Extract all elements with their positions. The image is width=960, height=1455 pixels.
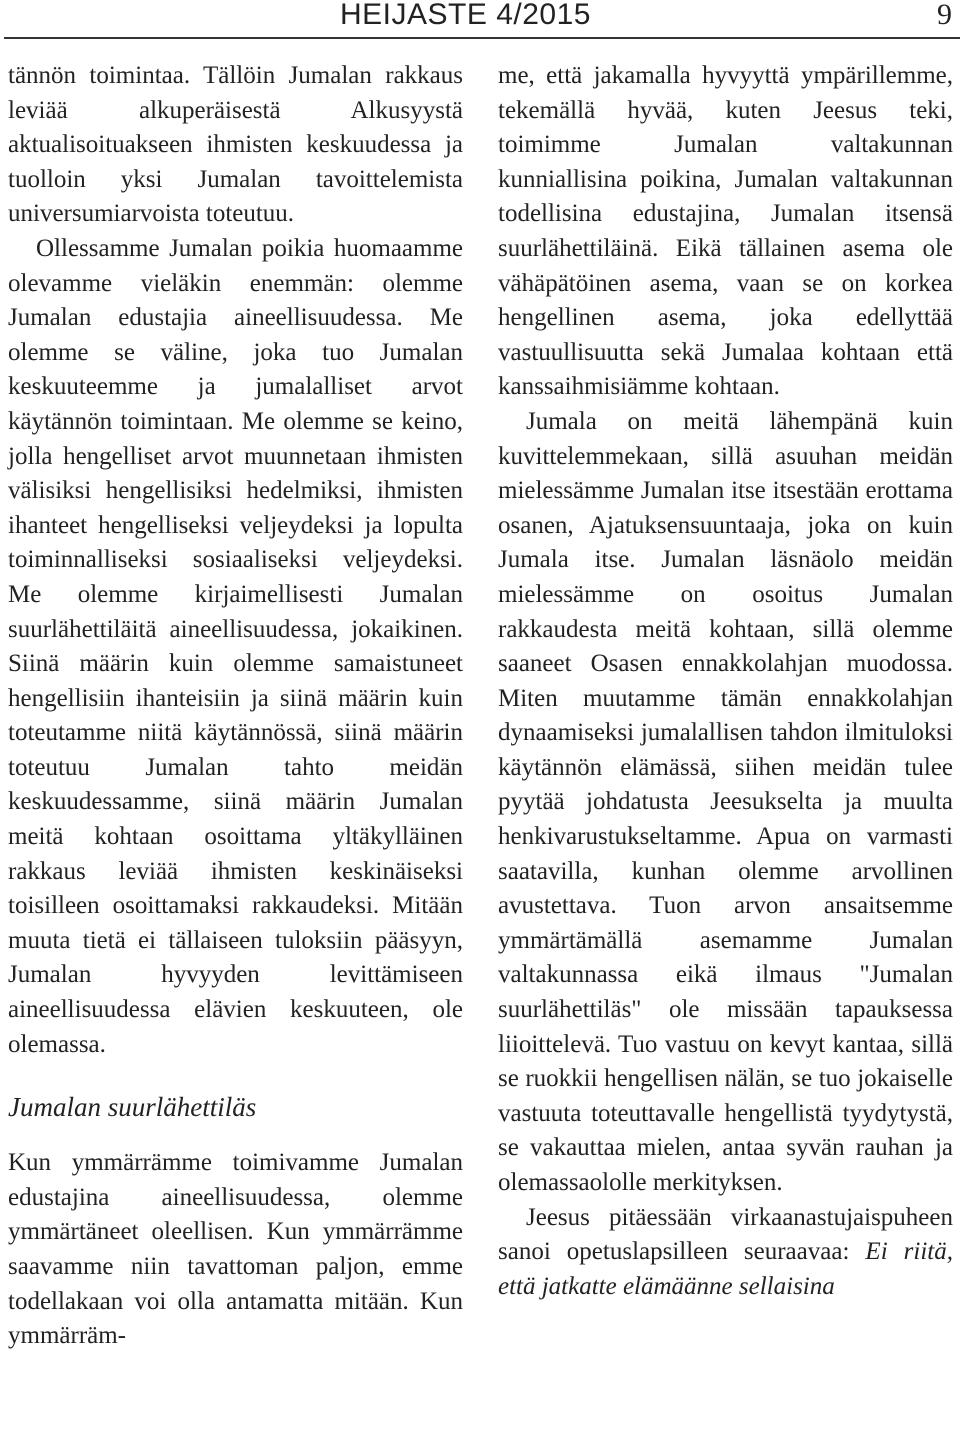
page-header [0,0,960,36]
left-column [8,59,463,1354]
left-paragraph-2: Ollessamme Jumalan poikia huomaamme olevamme vieläkin enemmän: olemme Jumalan edustajia aineellisuudessa. Me olemme se väline, joka tuo Jumalan keskuuteemme ja jumalalliset arvot käytännön toimintaan. Me olemme se keino, jolla hengelliset arvot muunnetaan ihmisten välisiksi hengellisiksi hedelmiksi, ihmisten ihanteet hengelliseksi veljeydeksi ja lopulta toiminnalliseksi sosiaaliseksi veljeydeksi. Me olemme kirjaimellisesti Jumalan suurlähettiläitä aineellisuudessa, jokaikinen. Siinä määrin kuin olemme samaistuneet hengellisiin ihanteisiin ja siinä määrin kuin toteutamme niitä käytännössä, siinä määrin toteutuu Jumalan tahto meidän keskuudessamme, siinä määrin Jumalan meitä kohtaan osoittama yltäkylläinen rakkaus leviää ihmisten keskinäiseksi toisilleen osoittamaksi rakkaudeksi. Mitään muuta tietä ei tällaiseen tuloksiin pääsyyn, Jumalan hyvyyden levittämiseen aineellisuudessa elävien keskuuteen, ole olemassa. [8,234,463,1058]
right-paragraph-3-intro: Jeesus pitäessään virkaanastujaispuheen sanoi opetuslapsilleen seuraavaa: [498,1203,953,1266]
right-paragraph-3 [498,1201,953,1305]
left-paragraph-1: tännön toimintaa. Tällöin Jumalan rakkaus leviää alkuperäisestä Alkusyystä aktualisoituakseen ihmisten keskuudessa ja tuolloin yksi Jumalan tavoittelemista universumiarvoista toteutuu. [8,62,463,228]
page-number: 9 [937,0,952,31]
right-paragraph-2: Jumala on meitä lähempänä kuin kuvittelemmekaan, sillä asuuhan meidän mielessämme Jumalan itse itsestään erottama osanen, Ajatuksensuuntaaja, joka on kuin Jumala itse. Jumalan läsnäolo meidän mielessämme on osoitus Jumalan rakkaudesta meitä kohtaan, sillä olemme saaneet Osasen ennakkolahjan muodossa. Miten muutamme tämän ennakkolahjan dynaamiseksi jumalallisen tahdon ilmituloksi käytännön elämässä, siihen meidän tulee pyytää johdatusta Jeesukselta ja muulta henkivarustukseltamme. Apua on varmasti saatavilla, kunhan olemme arvollinen avustettava. Tuon arvon ansaitsemme ymmärtämällä asemamme Jumalan valtakunnassa eikä ilmaus "Jumalan suurlähettiläs" ole missään tapauksessa liioittelevä. Tuo vastuu on kevyt kantaa, sillä se ruokkii hengellisen nälän, se tuo jokaiselle vastuuta toteuttavalle hengellistä tyydytystä, se vakauttaa mielen, antaa syvän rauhan ja olemassaololle merkityksen. [498,407,953,1196]
left-paragraph-3: Kun ymmärrämme toimivamme Jumalan edustajina aineellisuudessa, olemme ymmärtäneet oleellisen. Kun ymmärrämme saavamme niin tavattoman paljon, emme todellakaan voi olla antamatta mitään. Kun ymmärräm- [8,1149,463,1350]
magazine-title: HEIJASTE 4/2015 [340,0,591,31]
header-divider [4,37,960,39]
right-paragraph-1: me, että jakamalla hyvyyttä ympärillemme, tekemällä hyvää, kuten Jeesus teki, toimimme Jumalan valtakunnan kunniallisina poikina, Jumalan valtakunnan todellisina edustajina, Jumalan itsensä suurlähettiläinä. Eikä tällainen asema ole vähäpätöinen asema, vaan se on korkea hengellinen asema, joka edellyttää vastuullisuutta sekä Jumalaa kohtaan että kanssaihmisiämme kohtaan. [498,62,953,401]
section-heading: Jumalan suurlähettiläs [8,1092,257,1123]
right-column [498,59,953,1304]
jesus-quote: Ei riitä, että jatkatte elämäänne sellaisina [498,1238,953,1300]
